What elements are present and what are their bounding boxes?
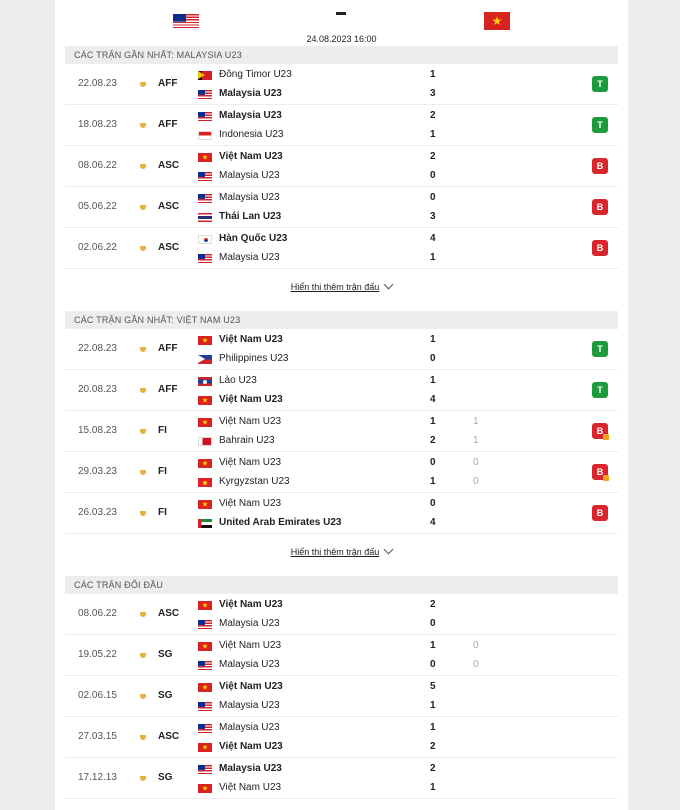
team-score: 2 — [430, 435, 436, 446]
team-name: Malaysia U23 — [219, 110, 282, 121]
win-badge: T — [592, 382, 608, 398]
team-score: 3 — [430, 88, 436, 99]
match-row[interactable] — [65, 635, 618, 676]
la-flag-icon — [198, 377, 212, 386]
home-team — [198, 332, 498, 348]
kr-flag-icon — [198, 235, 212, 244]
team-score: 0 — [430, 353, 436, 364]
tl-flag-icon — [198, 71, 212, 80]
away-team — [198, 780, 498, 796]
match-row[interactable] — [65, 329, 618, 370]
match-date: 19.05.22 — [78, 649, 117, 660]
match-date: 22.08.23 — [78, 78, 117, 89]
my-flag-icon — [198, 172, 212, 181]
my-flag-icon — [198, 112, 212, 121]
competition-code: SG — [158, 649, 173, 660]
away-team-flag-icon — [484, 12, 510, 30]
team-name: Thái Lan U23 — [219, 211, 282, 222]
away-team — [198, 657, 498, 673]
team-name: Việt Nam U23 — [219, 681, 283, 692]
match-date: 22.08.23 — [78, 343, 117, 354]
team-score: 2 — [430, 599, 436, 610]
my-flag-icon — [198, 620, 212, 629]
bh-flag-icon — [198, 437, 212, 446]
team-score: 1 — [430, 129, 436, 140]
show-more-label: Hiển thị thêm trận đấu — [290, 547, 380, 557]
home-team — [198, 149, 498, 165]
kg-flag-icon — [198, 478, 212, 487]
competition-code: ASC — [158, 608, 180, 619]
team-score: 1 — [430, 416, 436, 427]
team-name: Hàn Quốc U23 — [219, 233, 288, 244]
vn-flag-icon — [198, 743, 212, 752]
away-team — [198, 209, 498, 225]
match-date: 18.08.23 — [78, 119, 117, 130]
my-flag-icon — [198, 254, 212, 263]
home-team-flag-icon — [173, 14, 199, 28]
team-name: Malaysia U23 — [219, 618, 280, 629]
team-name: Lào U23 — [219, 375, 257, 386]
ae-flag-icon — [198, 519, 212, 528]
team-score: 2 — [430, 110, 436, 121]
team-score: 1 — [430, 476, 436, 487]
team-score: 1 — [430, 69, 436, 80]
team-name: Indonesia U23 — [219, 129, 284, 140]
competition-code: AFF — [158, 343, 178, 354]
vn-flag-icon — [198, 418, 212, 427]
match-row[interactable] — [65, 105, 618, 146]
home-team — [198, 679, 498, 695]
team-score: 2 — [430, 741, 436, 752]
section-title: CÁC TRẬN ĐỐI ĐẦU — [65, 576, 618, 594]
team-score: 1 — [430, 375, 436, 386]
team-name: Malaysia U23 — [219, 700, 280, 711]
match-row[interactable] — [65, 187, 618, 228]
competition-code: ASC — [158, 731, 180, 742]
team-name: Việt Nam U23 — [219, 151, 283, 162]
team-name: Kyrgyzstan U23 — [219, 476, 290, 487]
competition-code: FI — [158, 425, 167, 436]
team-score: 1 — [430, 252, 436, 263]
away-team — [198, 616, 498, 632]
team-name: Việt Nam U23 — [219, 640, 282, 651]
competition-code: ASC — [158, 201, 180, 212]
penalty-score: 1 — [473, 416, 479, 427]
home-team — [198, 414, 498, 430]
team-score: 5 — [430, 681, 436, 692]
home-team — [198, 231, 498, 247]
match-row[interactable] — [65, 452, 618, 493]
team-score: 0 — [430, 498, 436, 509]
team-name: Philippines U23 — [219, 353, 289, 364]
my-flag-icon — [198, 702, 212, 711]
home-team — [198, 67, 498, 83]
show-more-link[interactable] — [55, 269, 628, 305]
my-flag-icon — [198, 724, 212, 733]
team-score: 3 — [430, 211, 436, 222]
match-date: 08.06.22 — [78, 608, 117, 619]
match-row[interactable] — [65, 64, 618, 105]
match-row[interactable] — [65, 594, 618, 635]
away-team — [198, 127, 498, 143]
team-name: Malaysia U23 — [219, 722, 280, 733]
team-name: Việt Nam U23 — [219, 599, 283, 610]
vn-flag-icon — [198, 153, 212, 162]
vn-flag-icon — [198, 601, 212, 610]
team-name: Malaysia U23 — [219, 659, 280, 670]
match-date: 29.03.23 — [78, 466, 117, 477]
win-badge: T — [592, 117, 608, 133]
match-row[interactable] — [65, 411, 618, 452]
score-separator — [336, 12, 346, 15]
team-name: Việt Nam U23 — [219, 394, 283, 405]
competition-code: ASC — [158, 242, 180, 253]
vn-flag-icon — [198, 784, 212, 793]
chevron-down-icon — [384, 280, 394, 290]
competition-code: SG — [158, 690, 173, 701]
team-score: 0 — [430, 659, 436, 670]
team-score: 0 — [430, 192, 436, 203]
competition-code: FI — [158, 466, 167, 477]
away-team — [198, 474, 498, 490]
home-team — [198, 638, 498, 654]
team-name: Malaysia U23 — [219, 192, 280, 203]
my-flag-icon — [198, 661, 212, 670]
home-team — [198, 190, 498, 206]
team-name: United Arab Emirates U23 — [219, 517, 342, 528]
section-title: CÁC TRẬN GẦN NHẤT: MALAYSIA U23 — [65, 46, 618, 64]
my-flag-icon — [198, 765, 212, 774]
team-name: Việt Nam U23 — [219, 782, 282, 793]
match-date: 17.12.13 — [78, 772, 117, 783]
match-row[interactable] — [65, 493, 618, 534]
team-score: 4 — [430, 394, 436, 405]
match-row[interactable] — [65, 758, 618, 799]
my-flag-icon — [198, 90, 212, 99]
penalty-score: 1 — [473, 435, 479, 446]
section-title: CÁC TRẬN GẦN NHẤT: VIỆT NAM U23 — [65, 311, 618, 329]
home-team — [198, 597, 498, 613]
team-name: Malaysia U23 — [219, 88, 282, 99]
match-row[interactable] — [65, 717, 618, 758]
chevron-down-icon — [384, 545, 394, 555]
penalty-score: 0 — [473, 640, 479, 651]
home-team — [198, 496, 498, 512]
away-team — [198, 515, 498, 531]
penalty-score: 0 — [473, 457, 479, 468]
competition-code: SG — [158, 772, 173, 783]
competition-code: AFF — [158, 384, 178, 395]
away-team — [198, 351, 498, 367]
my-flag-icon — [198, 194, 212, 203]
id-flag-icon — [198, 131, 212, 140]
match-header — [55, 0, 628, 46]
loss-badge: B — [592, 464, 608, 480]
match-row[interactable] — [65, 228, 618, 269]
home-team — [198, 720, 498, 736]
match-date: 27.03.15 — [78, 731, 117, 742]
competition-code: AFF — [158, 78, 178, 89]
vn-flag-icon — [198, 459, 212, 468]
loss-badge: B — [592, 505, 608, 521]
match-date: 02.06.22 — [78, 242, 117, 253]
loss-badge: B — [592, 199, 608, 215]
match-date: 20.08.23 — [78, 384, 117, 395]
competition-code: ASC — [158, 160, 180, 171]
vn-flag-icon — [198, 683, 212, 692]
team-name: Việt Nam U23 — [219, 334, 283, 345]
th-flag-icon — [198, 213, 212, 222]
team-score: 0 — [430, 170, 436, 181]
away-team — [198, 168, 498, 184]
match-page — [55, 0, 628, 810]
home-team — [198, 761, 498, 777]
match-row[interactable] — [65, 146, 618, 187]
team-score: 1 — [430, 700, 436, 711]
home-team — [198, 108, 498, 124]
team-score: 0 — [430, 457, 436, 468]
loss-badge: B — [592, 158, 608, 174]
team-score: 1 — [430, 334, 436, 345]
vn-flag-icon — [198, 336, 212, 345]
show-more-label: Hiển thị thêm trận đấu — [290, 282, 380, 292]
penalty-score: 0 — [473, 476, 479, 487]
away-team — [198, 250, 498, 266]
away-team — [198, 392, 498, 408]
vn-flag-icon — [198, 396, 212, 405]
team-name: Việt Nam U23 — [219, 498, 282, 509]
away-team — [198, 739, 498, 755]
team-score: 4 — [430, 233, 436, 244]
team-score: 4 — [430, 517, 436, 528]
away-team — [198, 698, 498, 714]
team-name: Đông Timor U23 — [219, 69, 292, 80]
match-date: 08.06.22 — [78, 160, 117, 171]
show-more-link[interactable] — [55, 534, 628, 570]
match-date-time: 24.08.2023 16:00 — [306, 34, 377, 44]
competition-code: FI — [158, 507, 167, 518]
team-name: Bahrain U23 — [219, 435, 275, 446]
match-row[interactable] — [65, 370, 618, 411]
vn-flag-icon — [198, 642, 212, 651]
win-badge: T — [592, 341, 608, 357]
vn-flag-icon — [198, 500, 212, 509]
loss-badge: B — [592, 423, 608, 439]
sections-container — [55, 46, 628, 799]
away-team — [198, 86, 498, 102]
team-name: Việt Nam U23 — [219, 741, 283, 752]
ph-flag-icon — [198, 355, 212, 364]
match-date: 15.08.23 — [78, 425, 117, 436]
team-score: 0 — [430, 618, 436, 629]
team-name: Malaysia U23 — [219, 763, 282, 774]
team-name: Việt Nam U23 — [219, 457, 282, 468]
team-score: 1 — [430, 782, 436, 793]
team-score: 1 — [430, 640, 436, 651]
team-name: Việt Nam U23 — [219, 416, 282, 427]
match-date: 02.06.15 — [78, 690, 117, 701]
away-team — [198, 433, 498, 449]
team-score: 2 — [430, 151, 436, 162]
loss-badge: B — [592, 240, 608, 256]
win-badge: T — [592, 76, 608, 92]
match-row[interactable] — [65, 676, 618, 717]
team-name: Malaysia U23 — [219, 252, 280, 263]
team-name: Malaysia U23 — [219, 170, 280, 181]
penalty-score: 0 — [473, 659, 479, 670]
match-date: 05.06.22 — [78, 201, 117, 212]
team-score: 1 — [430, 722, 436, 733]
match-date: 26.03.23 — [78, 507, 117, 518]
home-team — [198, 373, 498, 389]
competition-code: AFF — [158, 119, 178, 130]
home-team — [198, 455, 498, 471]
team-score: 2 — [430, 763, 436, 774]
